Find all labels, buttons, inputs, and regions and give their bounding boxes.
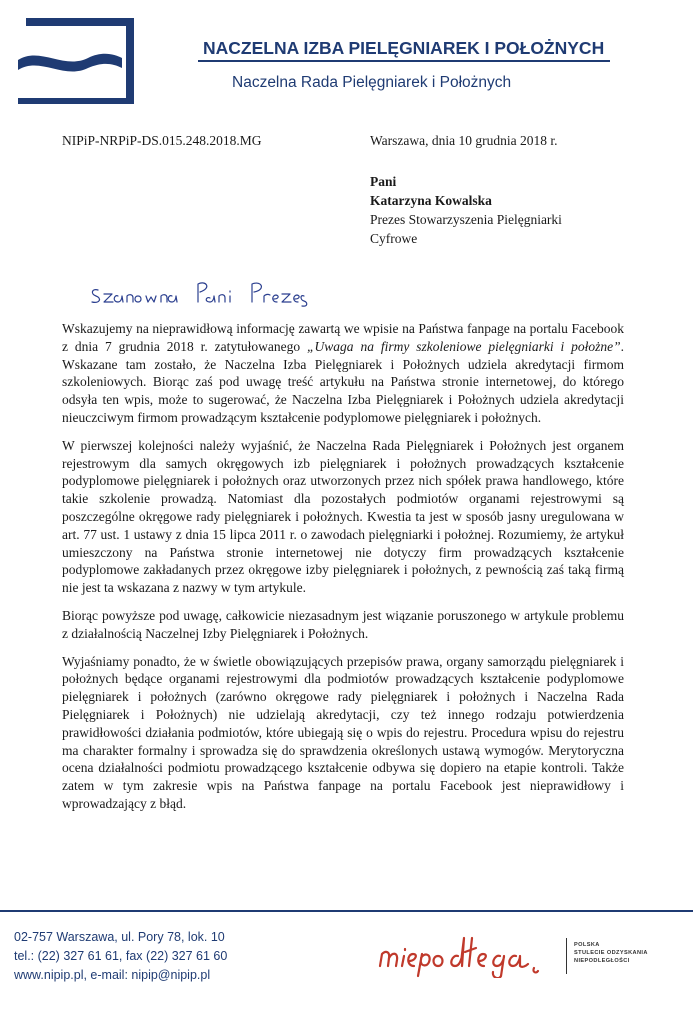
niepodlegla-logo-icon — [376, 930, 556, 978]
footer-divider — [0, 910, 693, 912]
recipient-position-cont: Cyfrowe — [370, 231, 418, 246]
nipip-logo-icon — [18, 18, 134, 104]
footer-web-email: www.nipip.pl, e-mail: nipip@nipip.pl — [14, 968, 211, 982]
jubilee-line-2: STULECIE ODZYSKANIA — [574, 950, 648, 956]
organization-title: NACZELNA IZBA PIELĘGNIAREK I POŁOŻNYCH — [203, 38, 605, 58]
paragraph-2: W pierwszej kolejności należy wyjaśnić, że Naczelna Rada Pielęgniarek i Położnych jest organem rejestrowym dla samych okręgowych izb pielęgniarek i położnych prowadzących kształcenie podyplomowe pielęgniarek i położnych oraz utworzonych przez nich spółek prawa handlowego, które takie szkolenie prowadzą. Natomiast dla pozostałych podmiotów organami rejestrowymi są poszczególne okręgowe rady pielęgniarek i położnych. Kwestia ta jest w sposób jasny uregulowana w art. 77 ust. 1 ustawy z dnia 15 lipca 2011 r. o zawodach pielęgniarki i położnej. Rozumiemy, że artykuł umieszczony na Państwa stronie internetowej nie dotyczy firm prowadzących kształcenie podyplomowe zakładanych przez okręgowe izby pielęgniarek i położnych, z pewnością zaś taką firmą nie jest ta wskazana z nazwy w tym artykule. — [62, 437, 624, 596]
jubilee-line-1: POLSKA — [574, 942, 600, 948]
recipient-position: Prezes Stowarzyszenia Pielęgniarki — [370, 212, 562, 227]
recipient-block — [370, 172, 562, 248]
paragraph-4: Wyjaśniamy ponadto, że w świetle obowiązujących przepisów prawa, organy samorządu pielęgniarek i położnych będące organami rejestrowymi dla podmiotów prowadzących kształcenie podyplomowe pielęgniarek i położnych (zarówno okręgowe rady pielęgniarek i położnych i Naczelna Rada Pielęgniarek i Położnych) nie udzielają akredytacji, czy też innego rodzaju potwierdzenia prawidłowości działania podmiotów, które ubiegają się o wpis do rejestru. Procedura wpisu do rejestru ma charakter formalny i sprowadza się do sprawdzenia określonych ustawą wymogów. Merytoryczna ocena działalności podmiotu prowadzącego kształcenie odbywa się dopiero na etapie kontroli. Także zatem w tym zakresie wpis na Państwa fanpage na portalu Facebook jest nieprawidłowy i wprowadzający z błąd. — [62, 653, 624, 811]
paragraph-3: Biorąc powyższe pod uwagę, całkowicie niezasadnym jest wiązanie poruszonego w artykule problemu z działalnością Naczelnej Izby Pielęgniarek i Położnych. — [62, 607, 624, 641]
header-divider — [198, 60, 610, 62]
paragraph-1-rest: . Wskazane tam zostało, że Naczelna Izba Pielęgniarek i Położnych udziela akredytacji firmom szkoleniowych. Biorąc zaś pod uwagę treść artykułu na Państwa stronie internetowej, do którego odsyła ten wpis, może to sugerować, że Naczelna Izba Pielęgniarek i Położnych udziela akredytacji nieuczciwym firmom prowadzącym kształcenie podyplomowe pielęgniarek i położnych. — [62, 338, 624, 425]
jubilee-line-3: NIEPODLEGŁOŚCI — [574, 958, 630, 964]
jubilee-divider — [566, 938, 567, 974]
handwritten-salutation — [86, 272, 346, 312]
recipient-title: Pani — [370, 174, 397, 189]
reference-number: NIPiP-NRPiP-DS.015.248.2018.MG — [62, 133, 262, 148]
footer-address: 02-757 Warszawa, ul. Pory 78, lok. 10 — [14, 930, 225, 944]
post-title: „Uwaga na firmy szkoleniowe pielęgniarki i położne” — [307, 338, 621, 354]
footer-contact — [14, 928, 227, 985]
jubilee-caption — [574, 941, 648, 965]
paragraph-1 — [62, 320, 624, 427]
footer-phone: tel.: (22) 327 61 61, fax (22) 327 61 60 — [14, 949, 228, 963]
paragraph-1-intro: Wskazujemy na nieprawidłową informację zawartą we wpisie na Państwa fanpage na portalu Facebook z dnia 7 grudnia 2018 r. zatytułowanego — [62, 321, 624, 354]
recipient-name: Katarzyna Kowalska — [370, 193, 492, 208]
place-and-date: Warszawa, dnia 10 grudnia 2018 r. — [370, 133, 558, 148]
council-subtitle: Naczelna Rada Pielęgniarek i Położnych — [232, 74, 512, 91]
letter-body — [62, 320, 624, 823]
